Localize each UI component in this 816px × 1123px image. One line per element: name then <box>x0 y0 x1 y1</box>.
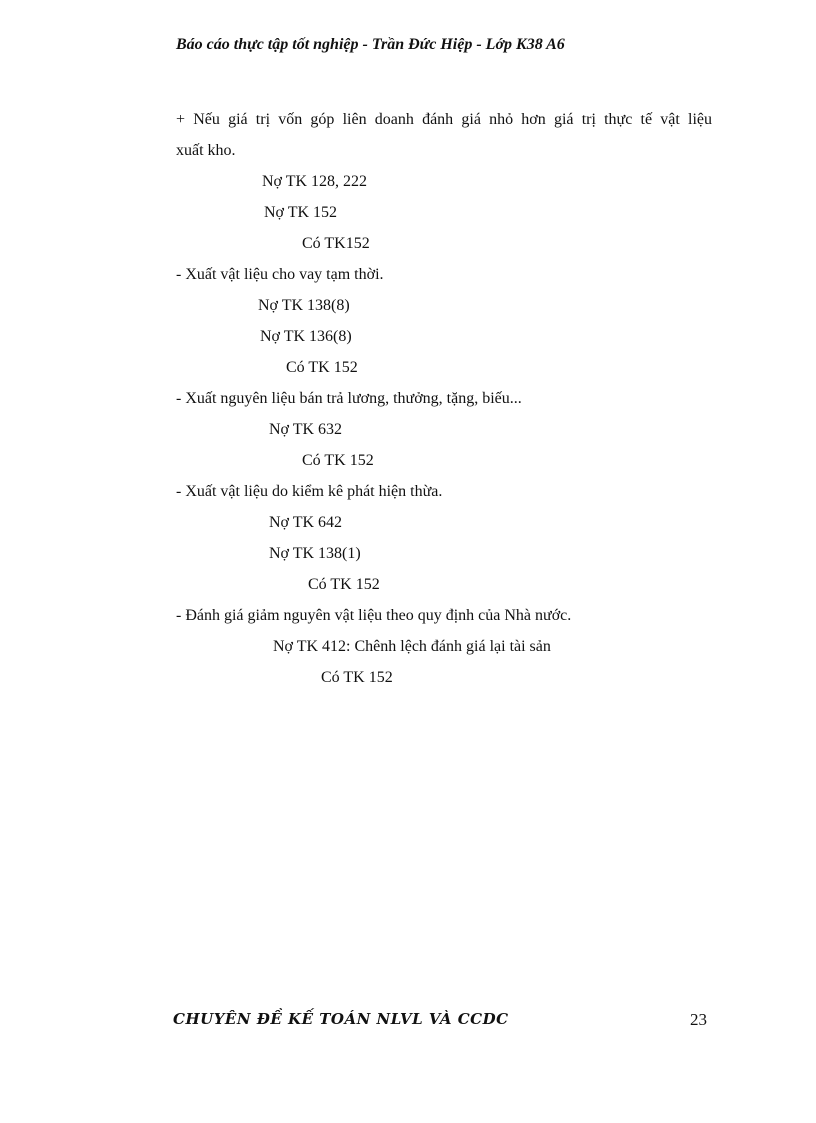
page-number: 23 <box>690 1010 707 1029</box>
text-line: Nợ TK 632 <box>269 421 343 438</box>
page-header: Báo cáo thực tập tốt nghiệp - Trần Đức Hiệp - Lớp K38 A6 <box>176 36 565 53</box>
text-line: Nợ TK 642 <box>269 514 343 531</box>
text-line: Nợ TK 128, 222 <box>262 173 368 190</box>
text-line: - Xuất vật liệu do kiểm kê phát hiện thừa. <box>176 483 443 500</box>
text-line: xuất kho. <box>176 142 236 159</box>
text-line: Có TK 152 <box>286 359 358 376</box>
text-line: + Nếu giá trị vốn góp liên doanh đánh giá nhỏ hơn giá trị thực tế vật liệu <box>176 111 712 128</box>
text-line: Có TK 152 <box>302 452 374 469</box>
document-body <box>176 104 712 693</box>
text-line: Nợ TK 138(1) <box>269 545 361 562</box>
text-line: Nợ TK 152 <box>264 204 338 221</box>
text-line: Có TK 152 <box>321 669 393 686</box>
text-line: Có TK152 <box>302 235 370 252</box>
text-line: Nợ TK 138(8) <box>258 297 350 314</box>
text-line: - Xuất vật liệu cho vay tạm thời. <box>176 266 384 283</box>
footer-title: CHUYÊN ĐỀ KẾ TOÁN NLVL VÀ CCDC <box>173 1010 509 1028</box>
text-line: Có TK 152 <box>308 576 380 593</box>
text-line: - Đánh giá giảm nguyên vật liệu theo quy định của Nhà nước. <box>176 607 572 624</box>
text-line: Nợ TK 412: Chênh lệch đánh giá lại tài sản <box>273 638 551 655</box>
text-line: - Xuất nguyên liệu bán trả lương, thưởng, tặng, biếu... <box>176 390 522 407</box>
text-line: Nợ TK 136(8) <box>260 328 352 345</box>
